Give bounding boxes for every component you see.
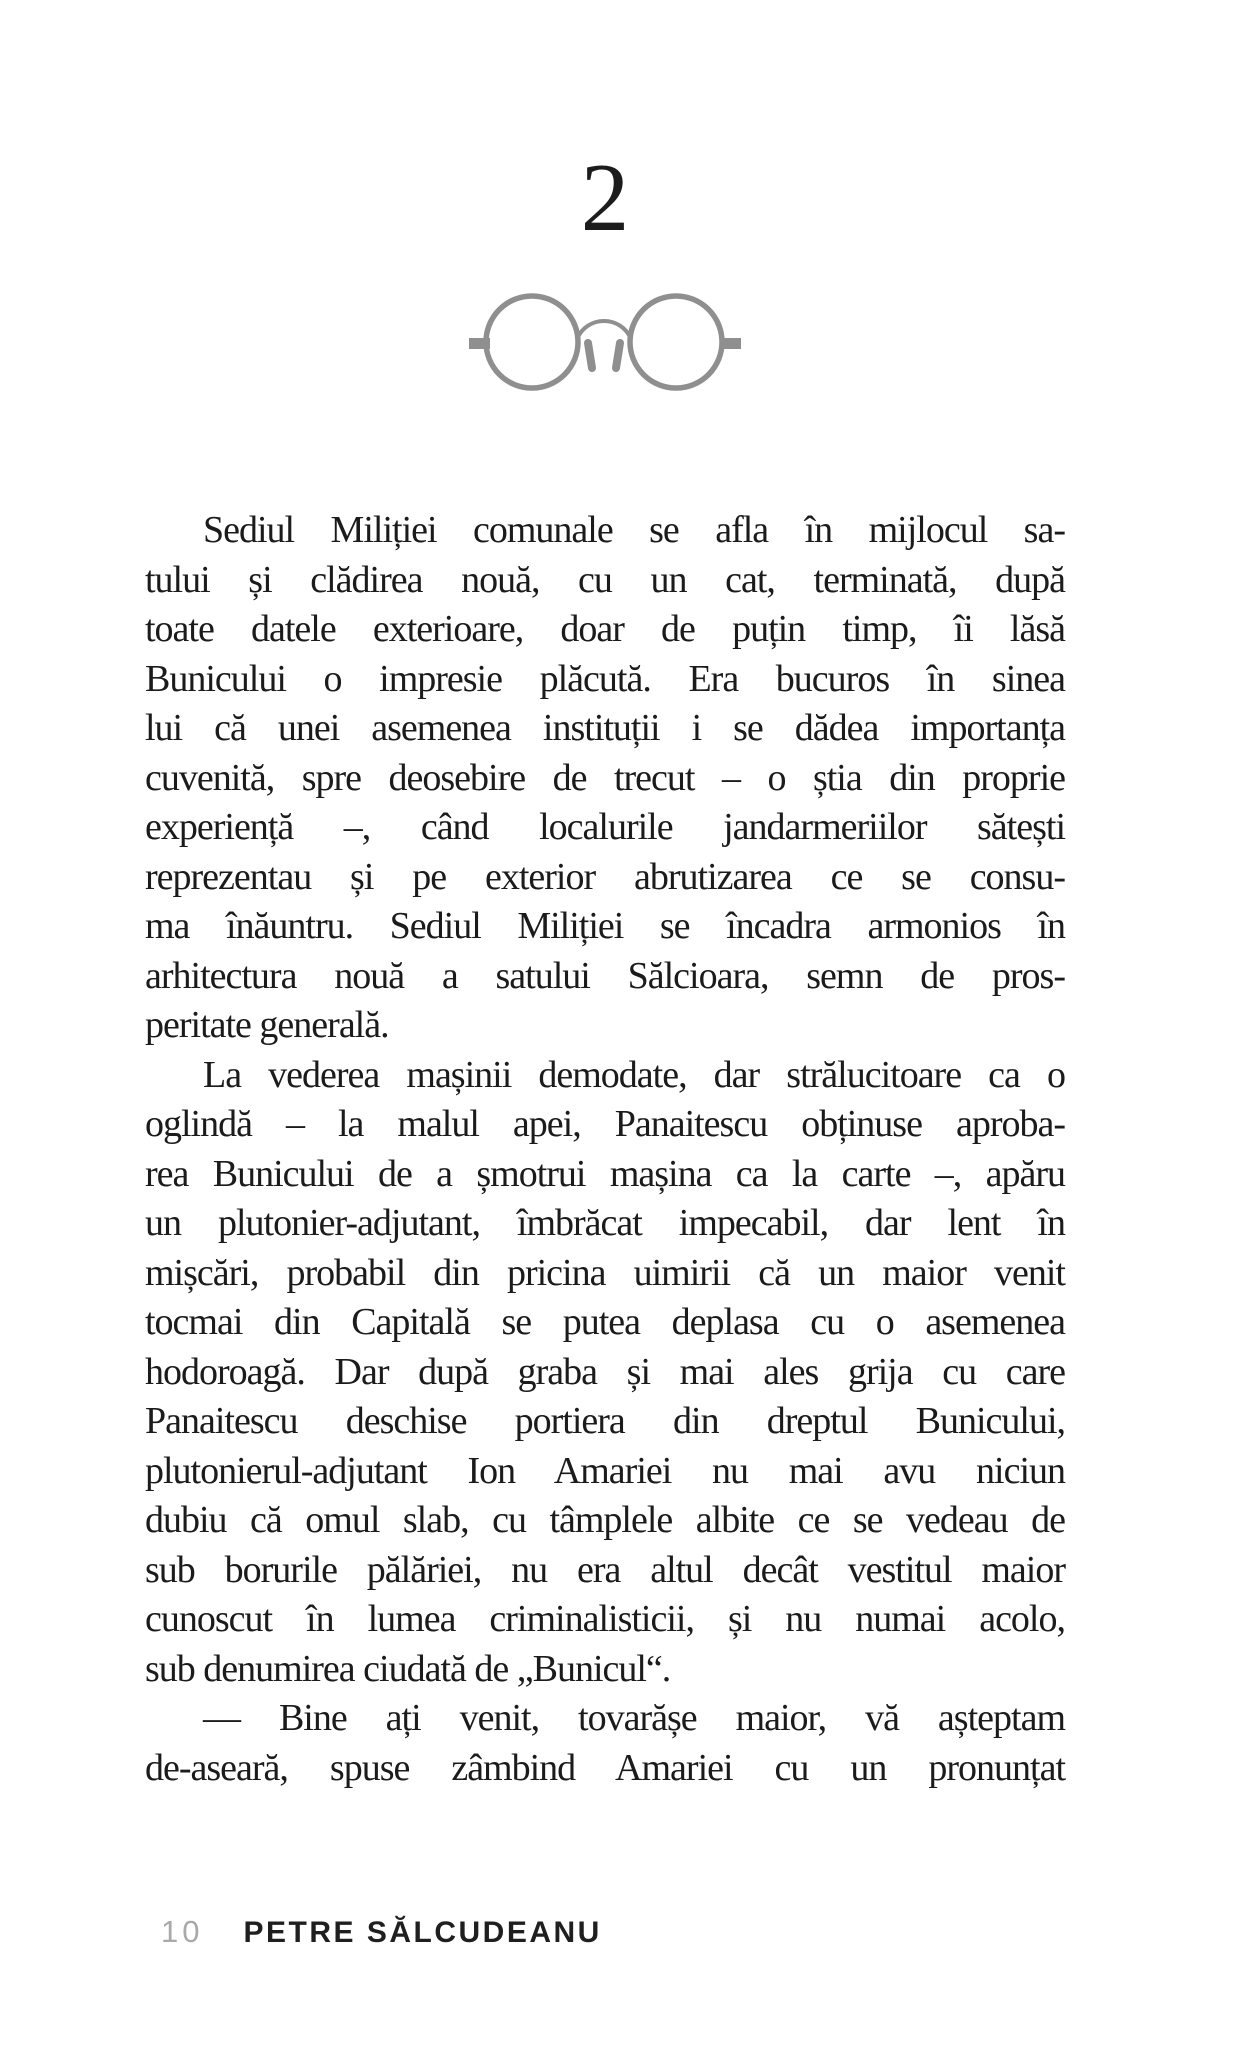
text-line: rea Bunicului de a șmotrui mașina ca la carte –, apăru: [145, 1152, 1065, 1195]
text-line: experiență –, când localurile jandarmeriilor sătești: [145, 806, 1065, 848]
running-header-author: PETRE SĂLCUDEANU: [243, 1916, 602, 1949]
chapter-number: 2: [580, 144, 630, 251]
text-line: reprezentau și pe exterior abrutizarea ce se consu-: [145, 855, 1065, 898]
text-line: Bunicului o impresie plăcută. Era bucuros în sinea: [145, 657, 1065, 700]
text-line: La vederea mașinii demodate, dar strălucitoare ca o: [203, 1053, 1065, 1096]
text-line: oglindă – la malul apei, Panaitescu obținuse aproba-: [145, 1103, 1065, 1145]
text-line: mișcări, probabil din pricina uimirii că un maior venit: [145, 1251, 1065, 1294]
page-number: 10: [161, 1914, 204, 1949]
text-line: arhitectura nouă a satului Sălcioara, semn de pros-: [145, 954, 1065, 997]
page-footer: [161, 1914, 602, 1950]
text-line: hodoroagă. Dar după graba și mai ales grija cu care: [145, 1350, 1065, 1393]
text-line: toate datele exterioare, doar de puțin timp, îi lăsă: [145, 608, 1065, 650]
text-line: cunoscut în lumea criminalisticii, și nu numai acolo,: [145, 1598, 1065, 1640]
text-line: plutonierul-adjutant Ion Amariei nu mai avu niciun: [145, 1449, 1065, 1492]
text-line: sub borurile pălăriei, nu era altul decât vestitul maior: [145, 1548, 1065, 1591]
text-line: lui că unei asemenea instituții i se dădea importanța: [145, 707, 1065, 749]
text-line: peritate generală.: [145, 1004, 389, 1046]
text-line: tocmai din Capitală se putea deplasa cu o asemenea: [145, 1301, 1065, 1343]
text-line: Panaitescu deschise portiera din dreptul Bunicului,: [145, 1400, 1065, 1442]
body-text: [145, 506, 1065, 1793]
text-line: Sediul Miliției comunale se afla în mijlocul sa-: [203, 509, 1065, 551]
text-line: de-aseară, spuse zâmbind Amariei cu un pronunțat: [145, 1746, 1065, 1789]
text-line: ma înăuntru. Sediul Miliției se încadra armonios în: [145, 905, 1065, 947]
text-line: dubiu că omul slab, cu tâmplele albite ce se vedeau de: [145, 1499, 1065, 1541]
text-line: cuvenită, spre deosebire de trecut – o știa din proprie: [145, 756, 1065, 799]
text-line: — Bine ați venit, tovarășe maior, vă așteptam: [203, 1697, 1065, 1739]
text-line: tului și clădirea nouă, cu un cat, terminată, după: [145, 558, 1065, 601]
text-line: un plutonier-adjutant, îmbrăcat impecabil, dar lent în: [145, 1202, 1065, 1244]
text-line: sub denumirea ciudată de „Bunicul“.: [145, 1647, 671, 1690]
round-glasses-icon: [145, 287, 1065, 399]
